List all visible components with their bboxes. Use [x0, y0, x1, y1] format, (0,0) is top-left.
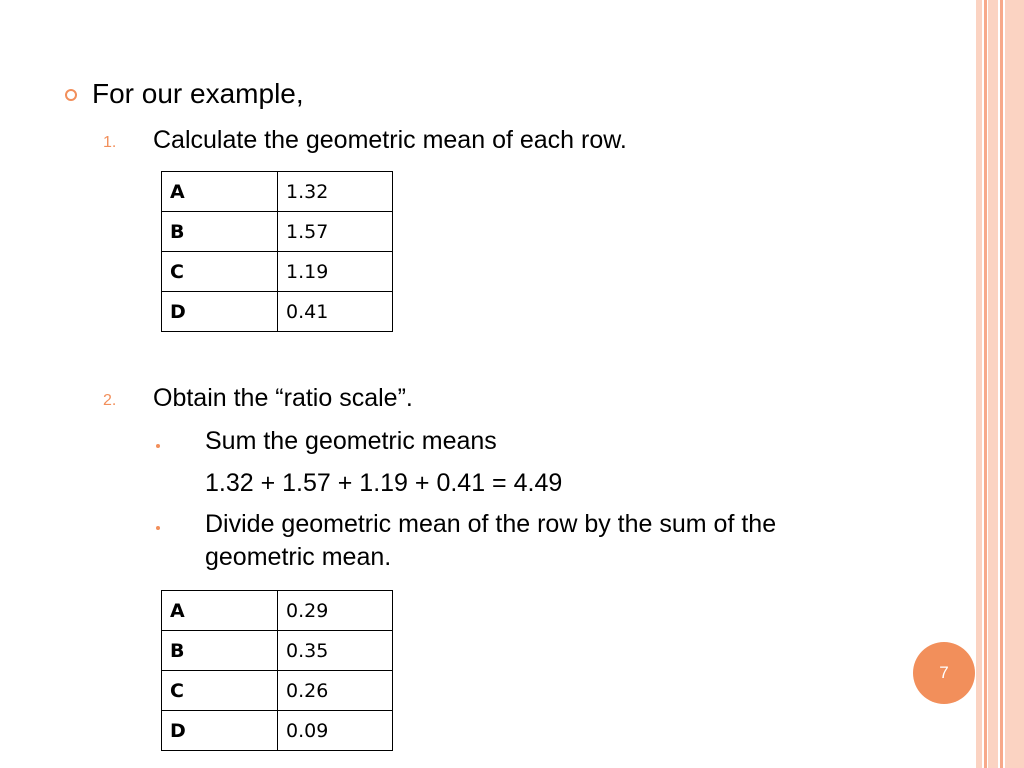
row-value: 0.35	[278, 631, 393, 671]
page-number-badge	[913, 642, 975, 704]
table-row	[162, 711, 393, 751]
row-value: 1.32	[278, 172, 393, 212]
ratio-scale-table	[161, 590, 393, 751]
slide-heading: For our example,	[92, 78, 304, 109]
table-row	[162, 212, 393, 252]
step-text: Calculate the geometric mean of each row.	[153, 126, 627, 154]
decor-stripe	[988, 0, 998, 768]
table-row	[162, 252, 393, 292]
row-label: A	[162, 172, 278, 212]
geometric-means-table	[161, 171, 393, 332]
row-label: D	[162, 292, 278, 332]
row-value: 1.57	[278, 212, 393, 252]
row-label: C	[162, 252, 278, 292]
table-row	[162, 631, 393, 671]
page-number: 7	[939, 663, 949, 682]
step-number: 2.	[103, 392, 117, 409]
decor-stripe	[976, 0, 982, 768]
sub-bullet-text-continued: geometric mean.	[205, 543, 392, 571]
row-value: 0.41	[278, 292, 393, 332]
decor-stripe	[984, 0, 987, 768]
step-text: Obtain the “ratio scale”.	[153, 384, 413, 412]
decor-stripe	[1005, 0, 1024, 768]
row-label: D	[162, 711, 278, 751]
row-label: B	[162, 631, 278, 671]
table-row	[162, 591, 393, 631]
row-label: C	[162, 671, 278, 711]
row-value: 0.29	[278, 591, 393, 631]
sub-bullet-text: Divide geometric mean of the row by the sum of the	[205, 510, 777, 538]
row-label: A	[162, 591, 278, 631]
decor-stripe	[1000, 0, 1003, 768]
table-row	[162, 292, 393, 332]
step-number: 1.	[103, 134, 117, 151]
row-label: B	[162, 212, 278, 252]
dot-bullet-icon	[156, 526, 160, 530]
row-value: 0.09	[278, 711, 393, 751]
ring-bullet-icon	[65, 89, 77, 101]
table-row	[162, 671, 393, 711]
table-row	[162, 172, 393, 212]
sum-equation: 1.32 + 1.57 + 1.19 + 0.41 = 4.49	[205, 469, 563, 497]
dot-bullet-icon	[156, 444, 160, 448]
sub-bullet-text: Sum the geometric means	[205, 427, 497, 455]
row-value: 1.19	[278, 252, 393, 292]
row-value: 0.26	[278, 671, 393, 711]
